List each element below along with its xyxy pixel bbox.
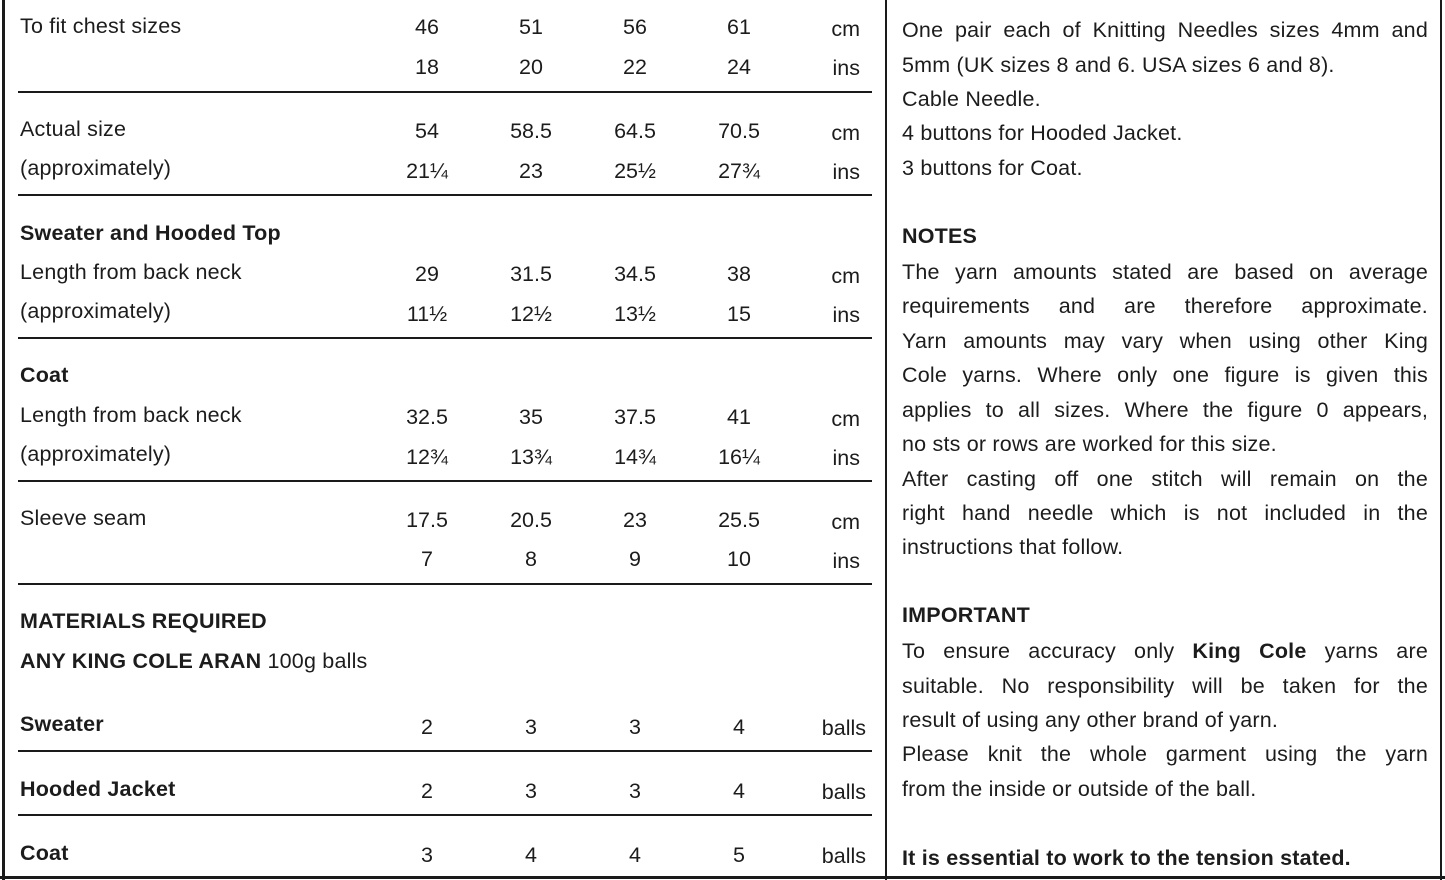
size-value: 18	[415, 55, 439, 79]
unit-label: cm	[831, 407, 860, 431]
size-value: 61	[727, 15, 751, 39]
size-value: 12¾	[406, 445, 448, 469]
important-line: Please knit the whole garment using the yarn	[902, 742, 1428, 766]
ball-count: 3	[629, 715, 641, 739]
notes-line: instructions that follow.	[902, 535, 1124, 559]
brand-name: King Cole	[1192, 639, 1307, 663]
ball-count: 4	[629, 843, 641, 867]
size-value: 12½	[510, 302, 552, 326]
size-value: 25.5	[718, 508, 760, 532]
size-value: 8	[525, 547, 537, 571]
ball-count: 4	[733, 715, 745, 739]
size-value: 29	[415, 262, 439, 286]
table-divider	[18, 583, 872, 585]
unit-label: ins	[832, 549, 860, 573]
size-value: 25½	[614, 159, 656, 183]
table-divider	[18, 91, 872, 93]
size-value: 15	[727, 302, 751, 326]
size-value: 7	[421, 547, 433, 571]
size-value: 13¾	[510, 445, 552, 469]
important-text: To ensure accuracy only	[902, 639, 1193, 663]
size-value: 46	[415, 15, 439, 39]
notes-line: right hand needle which is not included in the	[902, 501, 1428, 525]
ball-count: 2	[421, 779, 433, 803]
unit-label: cm	[831, 121, 860, 145]
size-value: 34.5	[614, 262, 656, 286]
unit-label: cm	[831, 264, 860, 288]
yarn-name: ANY KING COLE ARAN	[20, 649, 262, 673]
size-value: 64.5	[614, 119, 656, 143]
size-value: 10	[727, 547, 751, 571]
ball-count: 2	[421, 715, 433, 739]
size-value: 17.5	[406, 508, 448, 532]
ball-count: 4	[733, 779, 745, 803]
important-text: yarns are	[1306, 639, 1428, 663]
material-item-label: Hooded Jacket	[20, 777, 176, 801]
section-heading: Sweater and Hooded Top	[20, 221, 281, 245]
frame-right-border	[1440, 0, 1442, 880]
notes-line: applies to all sizes. Where the figure 0 appears,	[902, 398, 1428, 422]
size-value: 23	[519, 159, 543, 183]
notes-line: no sts or rows are worked for this size.	[902, 432, 1277, 456]
size-value: 20.5	[510, 508, 552, 532]
unit-label: balls	[821, 780, 866, 804]
ball-count: 3	[629, 779, 641, 803]
needles-line: Cable Needle.	[902, 87, 1041, 111]
unit-label: balls	[821, 844, 866, 868]
unit-label: balls	[821, 716, 866, 740]
important-heading: IMPORTANT	[902, 603, 1030, 627]
needles-line: 5mm (UK sizes 8 and 6. USA sizes 6 and 8).	[902, 53, 1335, 77]
notes-line: Cole yarns. Where only one figure is given this	[902, 363, 1428, 387]
important-line: from the inside or outside of the ball.	[902, 777, 1257, 801]
table-divider	[18, 337, 872, 339]
needles-line: 3 buttons for Coat.	[902, 156, 1083, 180]
material-item-label: Coat	[20, 841, 69, 865]
yarn-weight: 100g balls	[261, 649, 368, 673]
size-value: 14¾	[614, 445, 656, 469]
size-value: 51	[519, 15, 543, 39]
important-line: result of using any other brand of yarn.	[902, 708, 1279, 732]
important-line	[902, 638, 1428, 664]
materials-heading: MATERIALS REQUIRED	[20, 609, 267, 633]
row-label: Sleeve seam	[20, 506, 147, 530]
section-heading: Coat	[20, 363, 69, 387]
size-value: 32.5	[406, 405, 448, 429]
size-value: 11½	[406, 302, 448, 326]
size-value: 56	[623, 15, 647, 39]
notes-line: After casting off one stitch will remain on the	[902, 467, 1428, 491]
size-value: 27¾	[718, 159, 760, 183]
size-value: 35	[519, 405, 543, 429]
row-sublabel: (approximately)	[20, 156, 172, 180]
size-value: 9	[629, 547, 641, 571]
unit-label: cm	[831, 510, 860, 534]
ball-count: 4	[525, 843, 537, 867]
table-divider	[18, 750, 872, 752]
size-value: 23	[623, 508, 647, 532]
size-value: 37.5	[614, 405, 656, 429]
unit-label: ins	[832, 160, 860, 184]
unit-label: ins	[832, 446, 860, 470]
size-value: 38	[727, 262, 751, 286]
table-divider	[18, 194, 872, 196]
size-value: 58.5	[510, 119, 552, 143]
size-value: 22	[623, 55, 647, 79]
size-value: 70.5	[718, 119, 760, 143]
needles-line: 4 buttons for Hooded Jacket.	[902, 121, 1183, 145]
yarn-line	[20, 648, 368, 674]
needles-line: One pair each of Knitting Needles sizes 4mm and	[902, 18, 1428, 42]
row-sublabel: (approximately)	[20, 299, 172, 323]
size-value: 16¼	[718, 445, 760, 469]
size-value: 13½	[614, 302, 656, 326]
size-value: 41	[727, 405, 751, 429]
row-label: Length from back neck	[20, 403, 242, 427]
size-value: 54	[415, 119, 439, 143]
row-label: To fit chest sizes	[20, 14, 182, 38]
unit-label: cm	[831, 17, 860, 41]
material-item-label: Sweater	[20, 712, 104, 736]
notes-heading: NOTES	[902, 224, 978, 248]
row-label: Length from back neck	[20, 260, 242, 284]
frame-bottom-border	[0, 876, 1445, 879]
ball-count: 5	[733, 843, 745, 867]
size-value: 21¼	[406, 159, 448, 183]
notes-line: requirements and are therefore approximate.	[902, 294, 1428, 318]
important-line: suitable. No responsibility will be taken for the	[902, 674, 1428, 698]
size-value: 31.5	[510, 262, 552, 286]
table-divider	[18, 480, 872, 482]
ball-count: 3	[525, 715, 537, 739]
row-label: Actual size	[20, 117, 127, 141]
ball-count: 3	[421, 843, 433, 867]
unit-label: ins	[832, 303, 860, 327]
ball-count: 3	[525, 779, 537, 803]
tension-note: It is essential to work to the tension stated.	[902, 846, 1351, 870]
notes-line: The yarn amounts stated are based on average	[902, 260, 1428, 284]
frame-column-divider	[885, 0, 887, 880]
unit-label: ins	[832, 56, 860, 80]
table-divider	[18, 814, 872, 816]
size-value: 24	[727, 55, 751, 79]
notes-line: Yarn amounts may vary when using other King	[902, 329, 1428, 353]
size-value: 20	[519, 55, 543, 79]
row-sublabel: (approximately)	[20, 442, 172, 466]
frame-left-border	[2, 0, 5, 880]
